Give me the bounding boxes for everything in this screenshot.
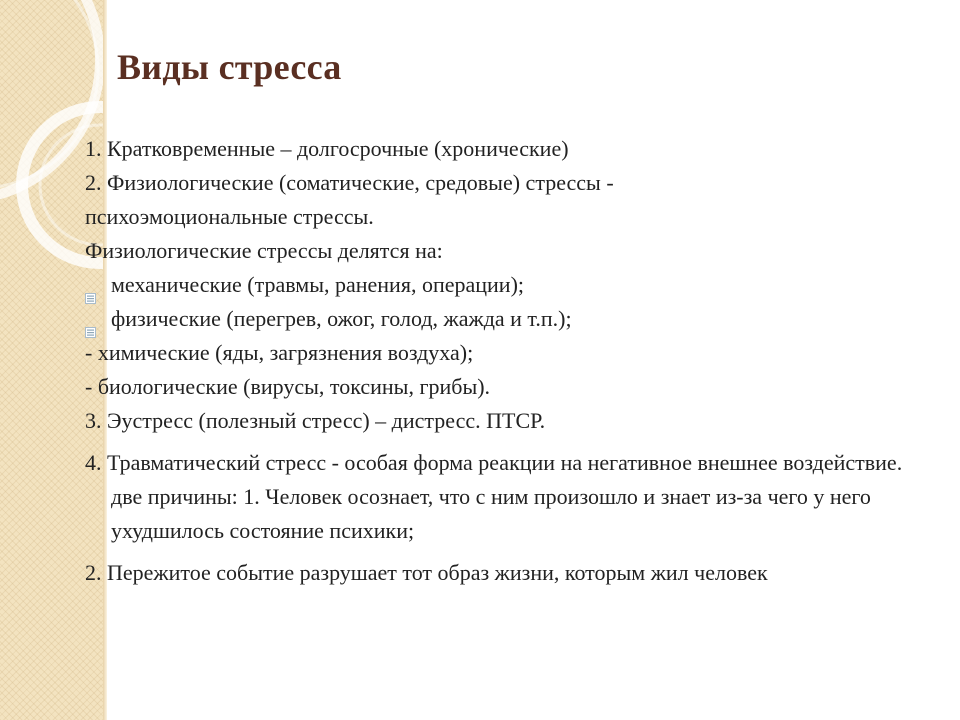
text-line-eustress: 3. Эустресс (полезный стресс) – дистресс. ПТСР. [85, 408, 546, 433]
bullet-item [85, 268, 935, 302]
dash-line-2: - биологические (вирусы, токсины, грибы). [85, 374, 491, 399]
paragraph-traumatic-stress: 4. Травматический стресс - особая форма реакции на негативное внешнее воздействие. две причины: 1. Человек осознает, что с ним произошло и знает из-за чего у него ухудшилось состояние психики; [85, 450, 903, 543]
bullet-item [85, 302, 935, 336]
text-line-2: 2. Физиологические (соматические, средовые) стрессы - [85, 170, 614, 195]
list-bullet-icon [85, 280, 96, 291]
dash-line-1: - химические (яды, загрязнения воздуха); [85, 340, 474, 365]
text-line-1: 1. Кратковременные – долгосрочные (хронические) [85, 136, 569, 161]
slide-title: Виды стресса [117, 47, 342, 87]
slide-body [85, 132, 935, 590]
bullet-text: физические (перегрев, ожог, голод, жажда и т.п.); [111, 306, 572, 331]
list-bullet-icon [85, 314, 96, 325]
text-line-4: Физиологические стрессы делятся на: [85, 238, 443, 263]
bullet-text: механические (травмы, ранения, операции); [111, 272, 525, 297]
text-line-3: психоэмоциональные стрессы. [85, 204, 374, 229]
paragraph-event: 2. Пережитое событие разрушает тот образ жизни, которым жил человек [85, 560, 768, 585]
